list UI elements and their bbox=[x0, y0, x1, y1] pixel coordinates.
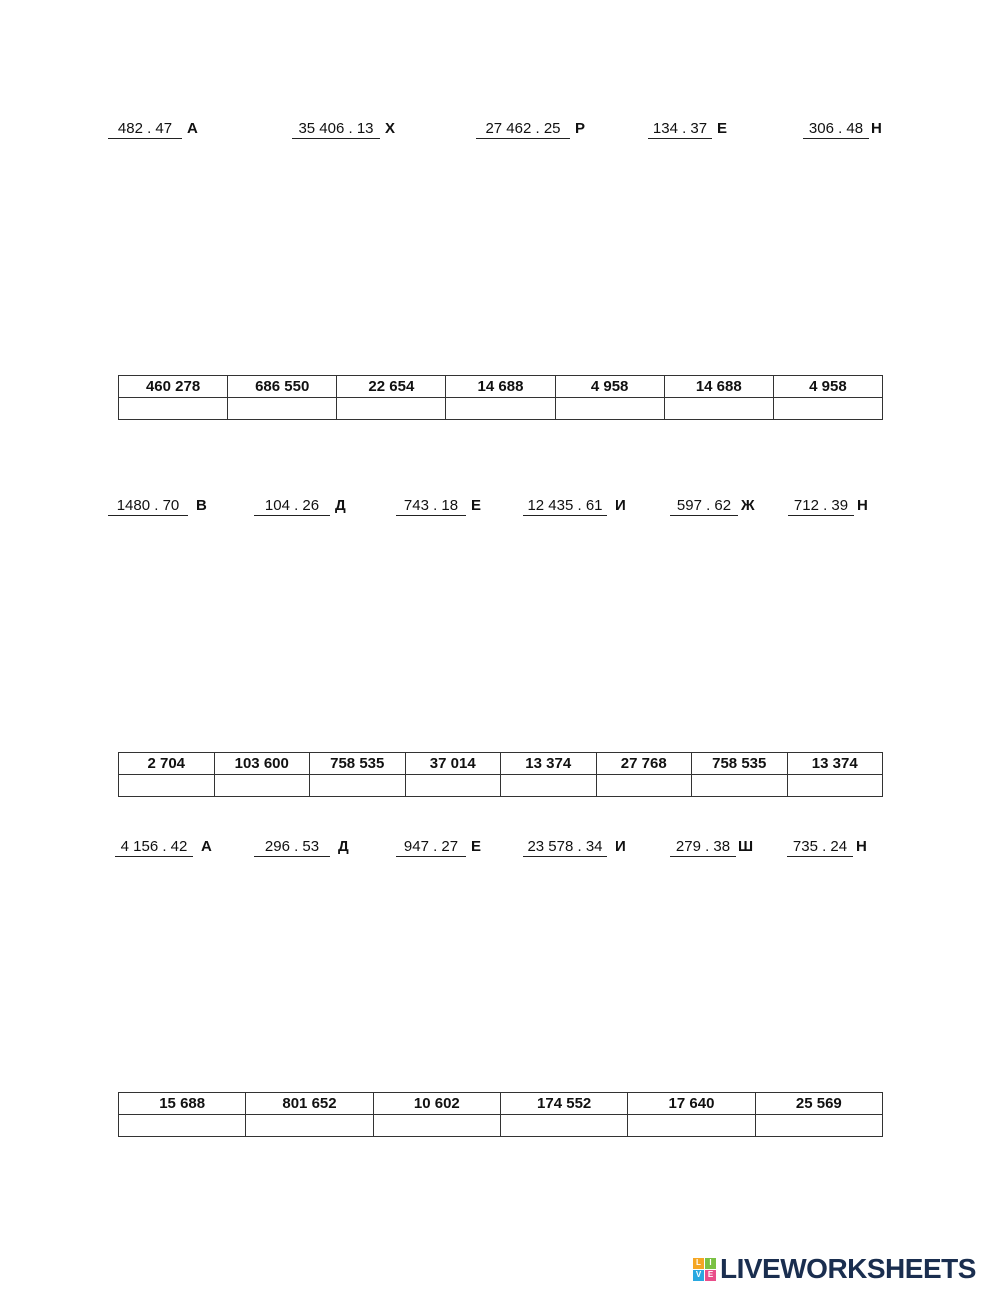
answer-input-cell[interactable] bbox=[310, 775, 406, 797]
problem-expression: 279 . 38 bbox=[670, 838, 736, 857]
problem-expression: 27 462 . 25 bbox=[476, 120, 570, 139]
problem bbox=[254, 838, 349, 857]
problem-letter: Е bbox=[471, 497, 482, 514]
answer-input-row bbox=[119, 1115, 883, 1137]
problem-letter: Н bbox=[871, 120, 882, 137]
problem-expression: 23 578 . 34 bbox=[523, 838, 607, 857]
answer-value: 14 688 bbox=[446, 376, 555, 398]
problem bbox=[396, 838, 481, 857]
answer-value: 17 640 bbox=[628, 1093, 755, 1115]
problem bbox=[803, 120, 882, 139]
logo-mark-tile: L bbox=[693, 1258, 704, 1269]
answer-table-2 bbox=[118, 752, 883, 797]
answer-value: 686 550 bbox=[228, 376, 337, 398]
answer-value: 174 552 bbox=[500, 1093, 627, 1115]
problem-letter: Е bbox=[471, 838, 482, 855]
problem-expression: 104 . 26 bbox=[254, 497, 330, 516]
problem-letter: А bbox=[187, 120, 198, 137]
problem bbox=[115, 838, 212, 857]
answer-value: 13 374 bbox=[501, 753, 597, 775]
problem-letter: Х bbox=[385, 120, 396, 137]
answer-input-cell[interactable] bbox=[692, 775, 788, 797]
answer-input-cell[interactable] bbox=[373, 1115, 500, 1137]
answer-value: 15 688 bbox=[119, 1093, 246, 1115]
problem bbox=[670, 838, 753, 857]
answer-input-cell[interactable] bbox=[119, 398, 228, 420]
problem-letter: И bbox=[615, 838, 626, 855]
problem-expression: 12 435 . 61 bbox=[523, 497, 607, 516]
problem-expression: 743 . 18 bbox=[396, 497, 466, 516]
problem-expression: 947 . 27 bbox=[396, 838, 466, 857]
answer-value: 758 535 bbox=[692, 753, 788, 775]
problem bbox=[476, 120, 585, 139]
answer-value: 10 602 bbox=[373, 1093, 500, 1115]
problem-letter: Н bbox=[857, 497, 868, 514]
logo-mark-tile: I bbox=[705, 1258, 716, 1269]
answer-input-row bbox=[119, 775, 883, 797]
problem-letter: В bbox=[196, 497, 207, 514]
problem-row-3 bbox=[0, 838, 1000, 868]
problem-expression: 735 . 24 bbox=[787, 838, 853, 857]
problem-expression: 712 . 39 bbox=[788, 497, 854, 516]
answer-input-cell[interactable] bbox=[755, 1115, 882, 1137]
problem-letter: Ж bbox=[741, 497, 755, 514]
problem bbox=[108, 497, 207, 516]
answer-value: 14 688 bbox=[664, 376, 773, 398]
answer-input-cell[interactable] bbox=[405, 775, 501, 797]
answer-input-cell[interactable] bbox=[501, 775, 597, 797]
problem bbox=[396, 497, 481, 516]
answer-input-row bbox=[119, 398, 883, 420]
problem bbox=[648, 120, 727, 139]
problem-expression: 306 . 48 bbox=[803, 120, 869, 139]
answer-value: 801 652 bbox=[246, 1093, 373, 1115]
problem-letter: И bbox=[615, 497, 626, 514]
answer-input-cell[interactable] bbox=[787, 775, 883, 797]
problem-letter: Н bbox=[856, 838, 867, 855]
answer-input-cell[interactable] bbox=[628, 1115, 755, 1137]
answer-value: 103 600 bbox=[214, 753, 310, 775]
problem-expression: 1480 . 70 bbox=[108, 497, 188, 516]
problem-letter: А bbox=[201, 838, 212, 855]
problem-expression: 296 . 53 bbox=[254, 838, 330, 857]
answer-header-row bbox=[119, 376, 883, 398]
answer-value: 460 278 bbox=[119, 376, 228, 398]
answer-input-cell[interactable] bbox=[337, 398, 446, 420]
answer-header-row bbox=[119, 753, 883, 775]
answer-input-cell[interactable] bbox=[228, 398, 337, 420]
answer-input-cell[interactable] bbox=[664, 398, 773, 420]
answer-input-cell[interactable] bbox=[119, 1115, 246, 1137]
answer-value: 4 958 bbox=[555, 376, 664, 398]
problem-letter: Д bbox=[338, 838, 349, 855]
answer-input-cell[interactable] bbox=[119, 775, 215, 797]
problem bbox=[523, 838, 626, 857]
answer-value: 27 768 bbox=[596, 753, 692, 775]
problem-letter: Е bbox=[717, 120, 728, 137]
answer-value: 37 014 bbox=[405, 753, 501, 775]
problem bbox=[108, 120, 198, 139]
logo-mark-tile: V bbox=[693, 1270, 704, 1281]
problem bbox=[670, 497, 755, 516]
problem bbox=[787, 838, 867, 857]
answer-input-cell[interactable] bbox=[214, 775, 310, 797]
answer-input-cell[interactable] bbox=[446, 398, 555, 420]
problem bbox=[523, 497, 626, 516]
problem-expression: 597 . 62 bbox=[670, 497, 738, 516]
answer-table-1 bbox=[118, 375, 883, 420]
logo-mark-icon bbox=[693, 1258, 716, 1281]
answer-input-cell[interactable] bbox=[246, 1115, 373, 1137]
logo-mark-tile: E bbox=[705, 1270, 716, 1281]
answer-table-3 bbox=[118, 1092, 883, 1137]
problem-expression: 482 . 47 bbox=[108, 120, 182, 139]
problem-row-2 bbox=[0, 497, 1000, 527]
liveworksheets-logo bbox=[693, 1252, 976, 1286]
problem-row-1 bbox=[0, 120, 1000, 150]
answer-value: 2 704 bbox=[119, 753, 215, 775]
answer-value: 13 374 bbox=[787, 753, 883, 775]
answer-value: 22 654 bbox=[337, 376, 446, 398]
logo-text: LIVEWORKSHEETS bbox=[720, 1253, 976, 1284]
answer-header-row bbox=[119, 1093, 883, 1115]
problem bbox=[788, 497, 868, 516]
answer-value: 4 958 bbox=[773, 376, 882, 398]
answer-input-cell[interactable] bbox=[596, 775, 692, 797]
problem-expression: 35 406 . 13 bbox=[292, 120, 380, 139]
problem-expression: 134 . 37 bbox=[648, 120, 712, 139]
answer-value: 758 535 bbox=[310, 753, 406, 775]
answer-input-cell[interactable] bbox=[500, 1115, 627, 1137]
answer-input-cell[interactable] bbox=[773, 398, 882, 420]
problem-expression: 4 156 . 42 bbox=[115, 838, 193, 857]
answer-value: 25 569 bbox=[755, 1093, 882, 1115]
problem-letter: Ш bbox=[738, 838, 754, 855]
problem bbox=[254, 497, 346, 516]
problem bbox=[292, 120, 395, 139]
problem-letter: Р bbox=[575, 120, 586, 137]
problem-letter: Д bbox=[335, 497, 346, 514]
answer-input-cell[interactable] bbox=[555, 398, 664, 420]
